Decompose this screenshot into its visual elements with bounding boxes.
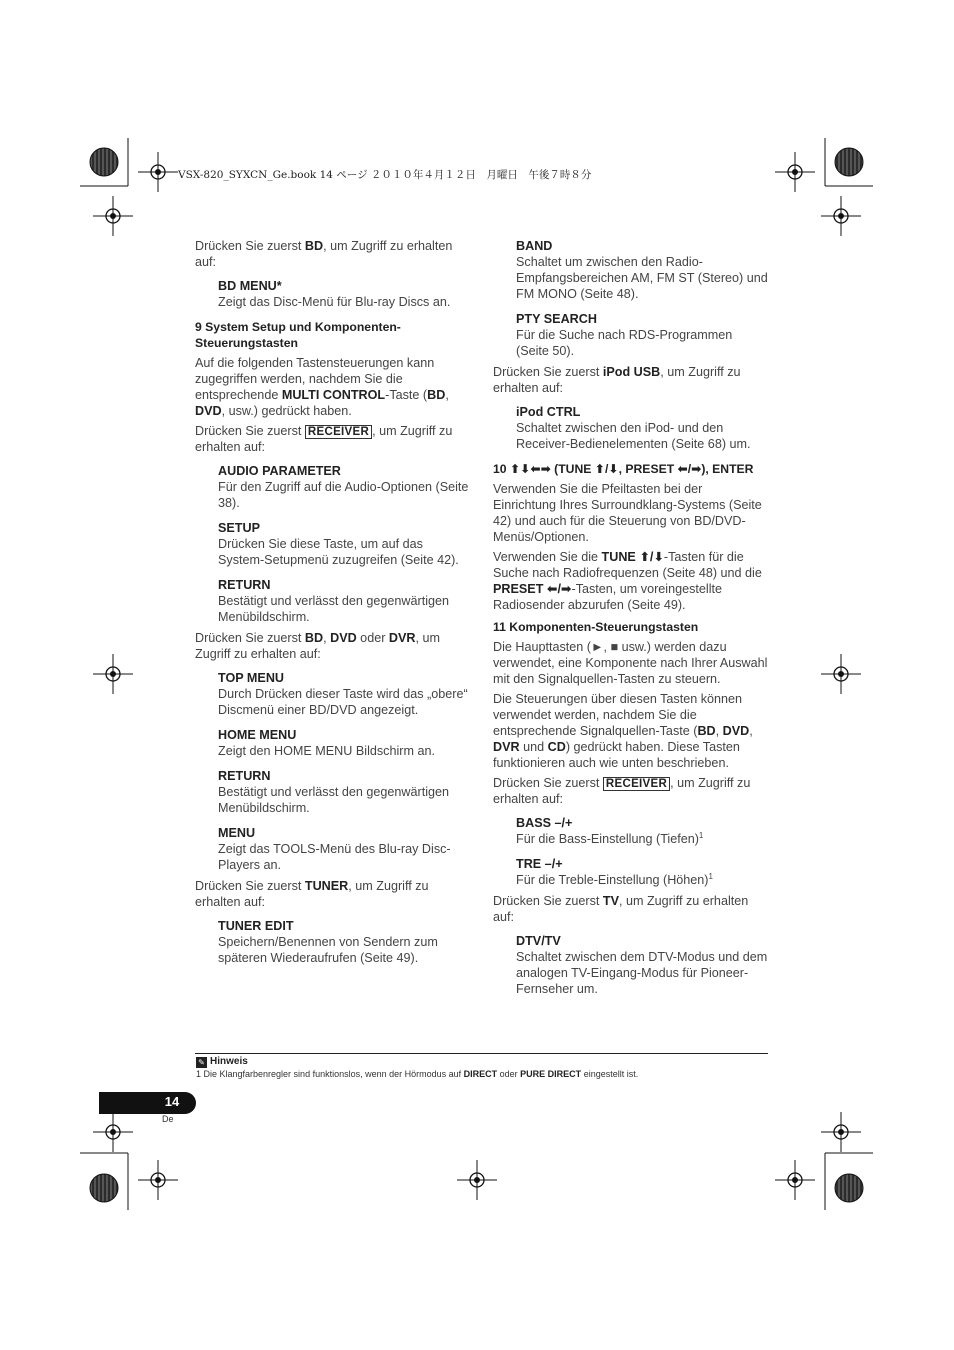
- entry-bd-menu: BD MENU* Zeigt das Disc-Menü für Blu-ray Discs an.: [218, 278, 470, 310]
- page-number: 14: [164, 1094, 180, 1109]
- intro-receiver-2: Drücken Sie zuerst RECEIVER , um Zugriff zu erhalten auf:: [493, 776, 751, 806]
- footnote-ref: 1: [708, 871, 713, 881]
- entry-return-2: RETURN Bestätigt und verlässt den gegenwärtigen Menübildschirm.: [218, 769, 450, 815]
- section-9-title: 9 System Setup und Komponenten-Steuerungstasten: [195, 320, 401, 350]
- section-9-text: Auf die folgenden Tastensteuerungen kann zugegriffen werden, nachdem Sie die entsprechende MULTI CONTROL-Taste (BD, DVD, usw.) gedrückt haben.: [195, 356, 449, 418]
- intro-bd-dvd-dvr: Drücken Sie zuerst BD, DVD oder DVR, um Zugriff zu erhalten auf:: [195, 631, 440, 661]
- section-11-text-1: Die Haupttasten (►, ■ usw.) werden dazu verwendet, eine Komponente nach Ihrer Auswahl mit den Signalquellen-Tasten zu steuern.: [493, 640, 768, 686]
- intro-tv: Drücken Sie zuerst TV, um Zugriff zu erhalten auf:: [493, 894, 749, 924]
- entry-dtv-tv: DTV/TV Schaltet zwischen dem DTV-Modus und dem analogen TV-Eingang-Modus für Pioneer-Fernseher um.: [516, 934, 768, 996]
- section-11-title: 11 Komponenten-Steuerungstasten: [493, 620, 699, 634]
- intro-receiver: Drücken Sie zuerst RECEIVER , um Zugriff zu erhalten auf:: [195, 424, 453, 454]
- entry-ipod-ctrl: iPod CTRL Schaltet zwischen den iPod- und den Receiver-Bedienelementen (Seite 68) um.: [516, 405, 751, 451]
- section-10-title: 10 ⬆⬇⬅➡ (TUNE ⬆/⬇, PRESET ⬅/➡), ENTER: [493, 462, 754, 476]
- section-11-text-2: Die Steuerungen über diesen Tasten können verwendet werden, nachdem Sie die entsprechende Signalquellen-Taste (BD, DVD, DVR und CD) gedrückt haben. Diese Tasten funktionieren auch wie unten beschrieben.: [493, 692, 753, 770]
- entry-menu: MENU Zeigt das TOOLS-Menü des Blu-ray Disc-Players an.: [218, 826, 451, 872]
- entry-bass: BASS –/+ Für die Bass-Einstellung (Tiefen)$^1$: [516, 816, 704, 846]
- entry-return-1: RETURN Bestätigt und verlässt den gegenwärtigen Menübildschirm.: [218, 578, 450, 624]
- receiver-key-label: RECEIVER: [305, 425, 372, 439]
- entry-top-menu: TOP MENU Durch Drücken dieser Taste wird das „obere“ Discmenü einer BD/DVD angezeigt.: [218, 671, 468, 717]
- right-column: [493, 238, 768, 1006]
- entry-audio-parameter: AUDIO PARAMETER Für den Zugriff auf die Audio-Optionen (Seite 38).: [218, 464, 469, 510]
- entry-tuner-edit: TUNER EDIT Speichern/Benennen von Sendern zum späteren Wiederaufrufen (Seite 49).: [218, 919, 438, 965]
- page-language: De: [162, 1114, 174, 1124]
- entry-home-menu: HOME MENU Zeigt den HOME MENU Bildschirm an.: [218, 728, 435, 758]
- note-divider: [195, 1053, 768, 1054]
- key-bd-menu: BD MENU*: [218, 279, 282, 293]
- entry-setup: SETUP Drücken Sie diese Taste, um auf das System-Setupmenü zuzugreifen (Seite 42).: [218, 521, 459, 567]
- entry-treble: TRE –/+ Für die Treble-Einstellung (Höhen)$^1$: [516, 857, 713, 887]
- left-column: [195, 238, 470, 975]
- intro-ipod: Drücken Sie zuerst iPod USB, um Zugriff zu erhalten auf:: [493, 365, 741, 395]
- entry-pty-search: PTY SEARCH Für die Suche nach RDS-Programmen (Seite 50).: [516, 312, 733, 358]
- section-10-text-1: Verwenden Sie die Pfeiltasten bei der Einrichtung Ihres Surroundklang-Systems (Seite 42) und auch für die Steuerung von BD/DVD-Menüs/Optionen.: [493, 482, 762, 544]
- intro-bd: Drücken Sie zuerst BD, um Zugriff zu erhalten auf:: [195, 239, 453, 269]
- note-heading: ✎ Hinweis: [196, 1056, 248, 1068]
- intro-tuner: Drücken Sie zuerst TUNER, um Zugriff zu erhalten auf:: [195, 879, 429, 909]
- entry-band: BAND Schaltet um zwischen den Radio-Empfangsbereichen AM, FM ST (Stereo) und FM MONO (Seite 48).: [516, 239, 768, 301]
- footnote-text: 1 Die Klangfarbenregler sind funktionslos, wenn der Hörmodus auf DIRECT oder PURE DIRECT eingestellt ist.: [196, 1069, 639, 1079]
- footnote-ref: 1: [698, 830, 704, 840]
- receiver-key-label: RECEIVER: [603, 777, 670, 791]
- section-10-text-2: Verwenden Sie die TUNE ⬆/⬇-Tasten für die Suche nach Radiofrequenzen (Seite 48) und die PRESET ⬅/➡-Tasten, um voreingestellte Radiosender abzurufen (Seite 49).: [493, 550, 762, 612]
- print-header-line: VSX-820_SYXCN_Ge.book 14 ページ ２０１０年４月１２日 月曜日 午後７時８分: [178, 169, 592, 181]
- note-pencil-icon: ✎: [196, 1057, 207, 1068]
